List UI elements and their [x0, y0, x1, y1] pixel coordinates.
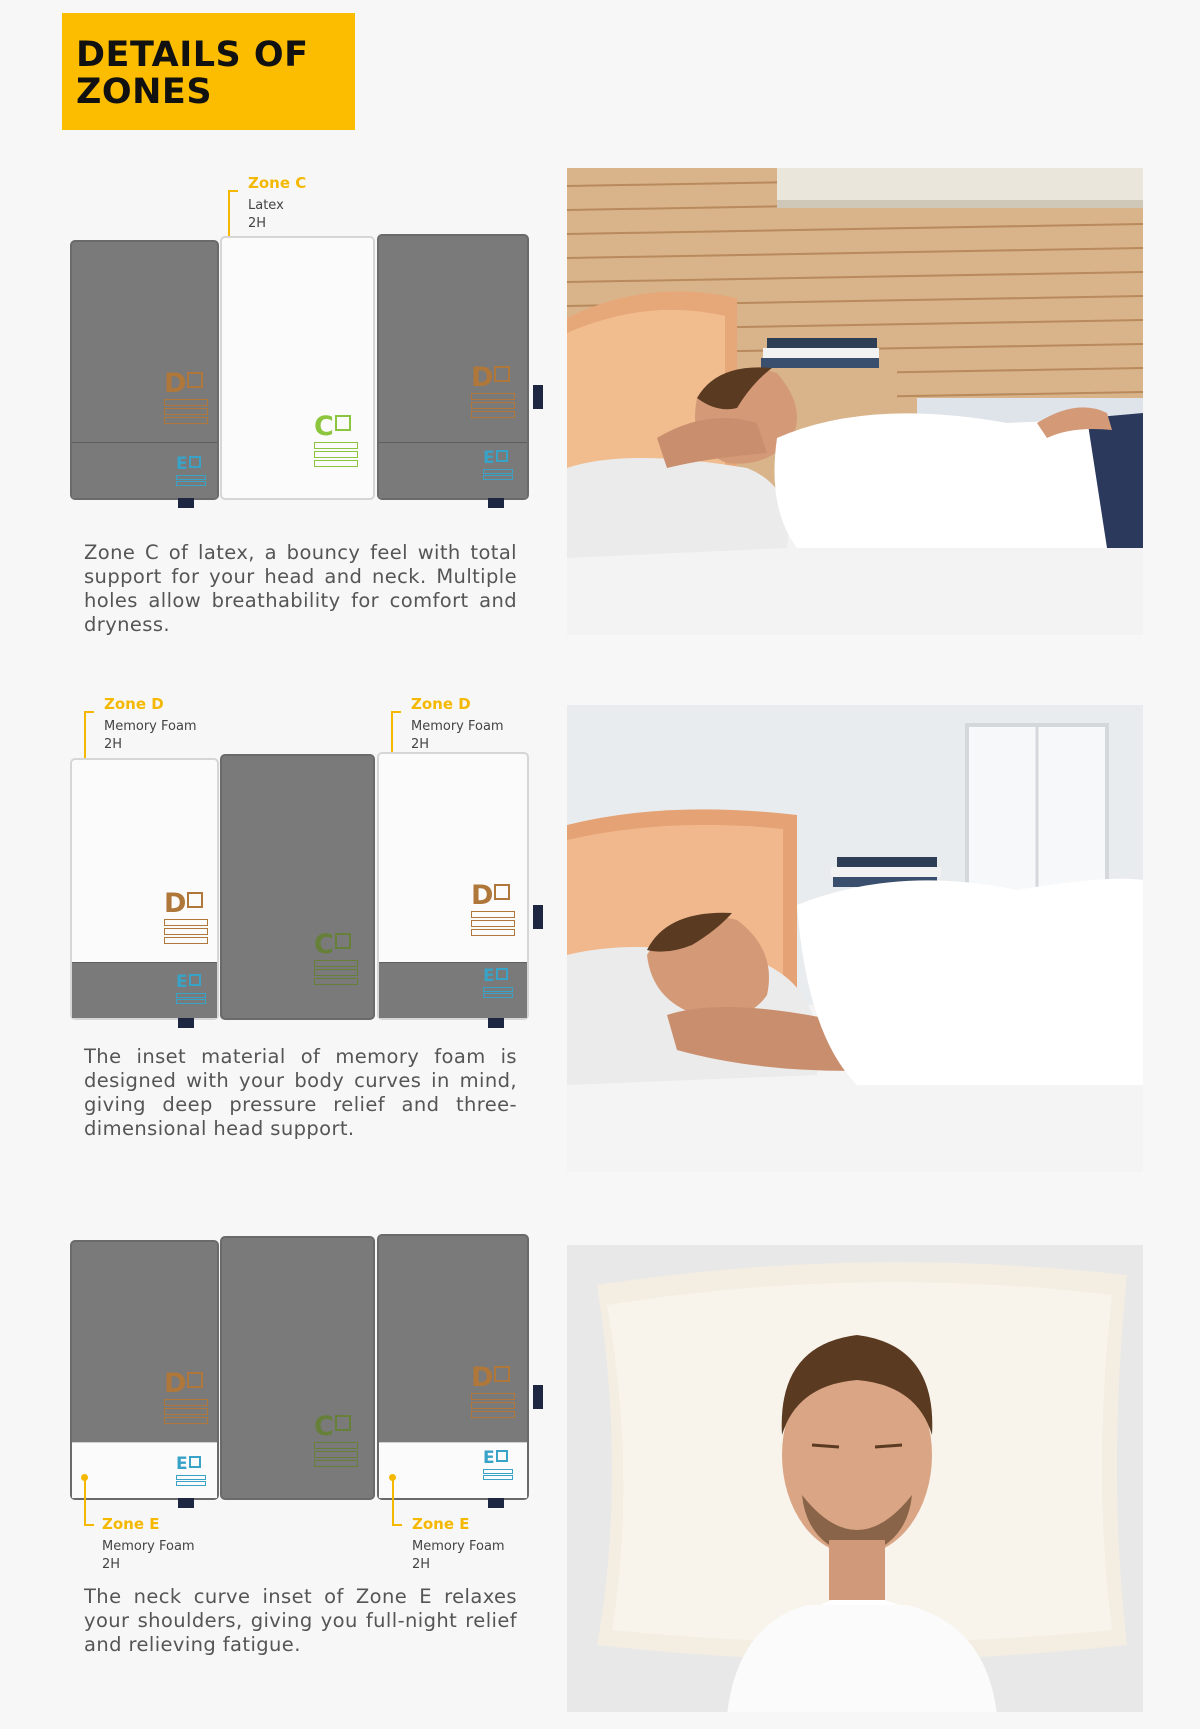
zone-label: Zone E — [412, 1515, 470, 1533]
left-panel — [70, 240, 219, 500]
brand-tag — [488, 498, 504, 508]
zone-d-description: The inset material of memory foam is designed with your body curves in mind, giving deep pressure relief and three-dimensional head support. — [84, 1045, 517, 1140]
zone-label: Zone E — [102, 1515, 160, 1533]
brand-tag — [488, 1498, 504, 1508]
zone-d-badge: D — [471, 1364, 515, 1420]
brand-tag — [533, 1385, 543, 1409]
section-title-box — [62, 13, 355, 130]
zone-e-description: The neck curve inset of Zone E relaxes your shoulders, giving you full-night relief and relieving fatigue. — [84, 1585, 517, 1656]
zone-e-badge: E — [483, 966, 513, 999]
brand-tag — [178, 1018, 194, 1028]
zone-d-badge: D — [471, 364, 515, 420]
zone-label: Zone C — [248, 174, 307, 192]
brand-tag — [178, 498, 194, 508]
material-label: Memory Foam — [412, 1539, 505, 1554]
material-label: Latex — [248, 198, 284, 213]
pillow-diagram — [66, 1230, 536, 1510]
right-panel — [377, 234, 529, 500]
center-panel — [220, 754, 375, 1020]
zone-e-badge: E — [176, 972, 206, 1005]
pillow-diagram — [66, 750, 536, 1030]
zone-d-badge: D — [164, 890, 208, 946]
zone-c-badge: C — [314, 413, 358, 469]
man-sleeping-on-side-photo — [567, 705, 1143, 1172]
zone-c-description: Zone C of latex, a bouncy feel with total support for your head and neck. Multiple holes allow breathability for comfort and dryness. — [84, 541, 517, 636]
zone-c-badge: C — [314, 1413, 358, 1469]
brand-tag — [533, 385, 543, 409]
left-panel — [70, 1240, 219, 1500]
hardness-label: 2H — [412, 1557, 431, 1572]
center-panel — [220, 1236, 375, 1500]
center-panel — [220, 236, 375, 500]
man-sleeping-on-back-photo — [567, 168, 1143, 635]
man-sleeping-face-up-photo — [567, 1245, 1143, 1712]
hardness-label: 2H — [104, 737, 123, 752]
material-label: Memory Foam — [411, 719, 504, 734]
hardness-label: 2H — [411, 737, 430, 752]
zone-label: Zone D — [411, 695, 471, 713]
material-label: Memory Foam — [104, 719, 197, 734]
brand-tag — [178, 1498, 194, 1508]
pillow-diagram — [66, 230, 536, 510]
zone-e-badge: E — [176, 454, 206, 487]
left-panel — [70, 758, 219, 1020]
right-panel — [377, 1234, 529, 1500]
zone-c-badge: C — [314, 931, 358, 987]
zone-e-badge: E — [483, 1448, 513, 1481]
zone-d-badge: D — [471, 882, 515, 938]
right-panel — [377, 752, 529, 1020]
material-label: Memory Foam — [102, 1539, 195, 1554]
page-title: DETAILS OF ZONES — [76, 35, 309, 112]
brand-tag — [533, 905, 543, 929]
zone-label: Zone D — [104, 695, 164, 713]
zone-d-badge: D — [164, 1370, 208, 1426]
hardness-label: 2H — [248, 216, 267, 231]
zone-d-badge: D — [164, 370, 208, 426]
zone-e-badge: E — [176, 1454, 206, 1487]
zone-e-badge: E — [483, 448, 513, 481]
brand-tag — [488, 1018, 504, 1028]
hardness-label: 2H — [102, 1557, 121, 1572]
